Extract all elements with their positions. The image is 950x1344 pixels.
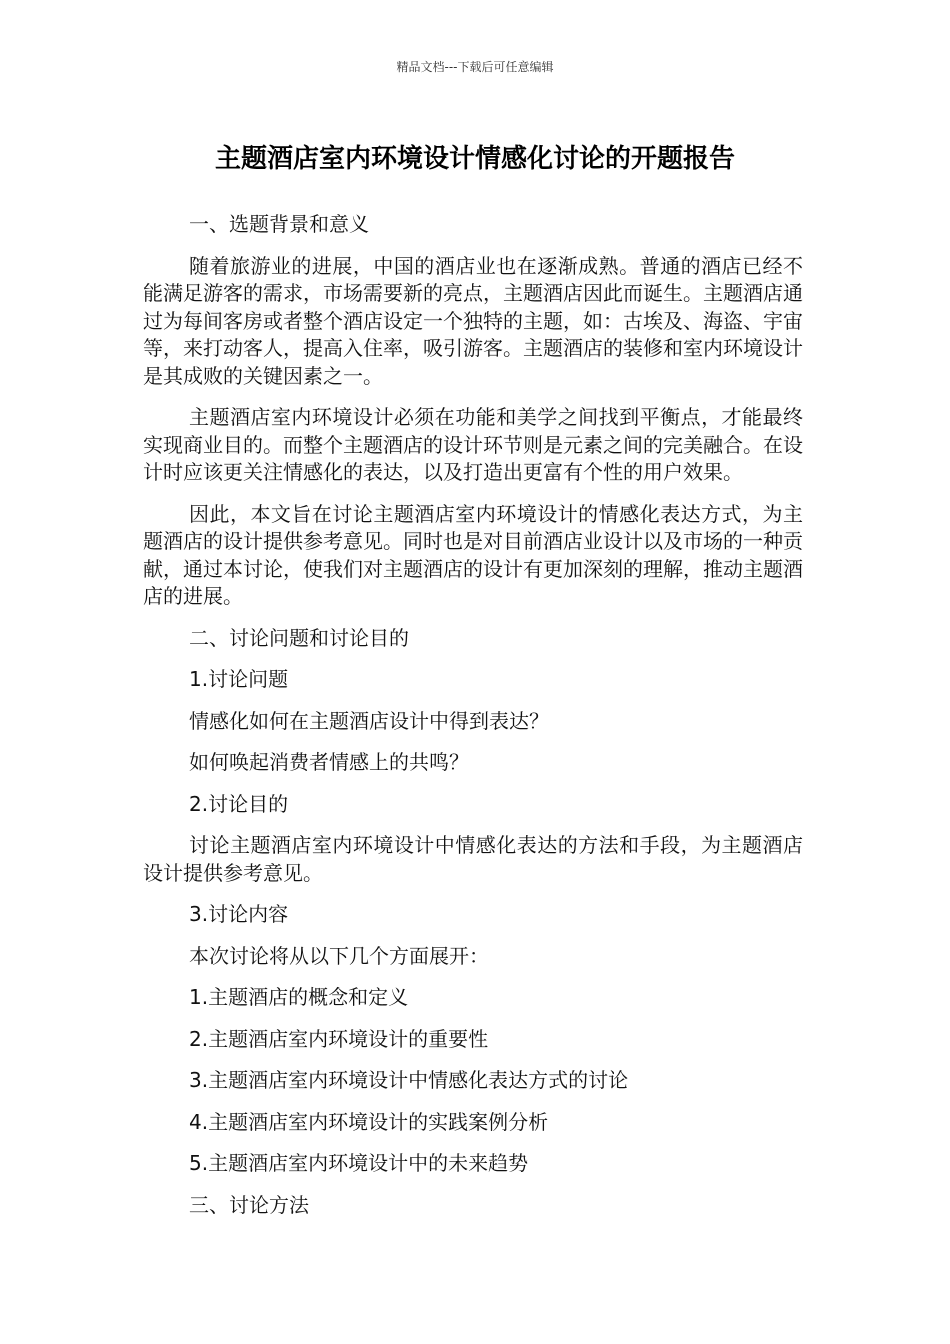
content-intro: 本次讨论将从以下几个方面展开： (189, 943, 489, 968)
topic-item: 1.主题酒店的概念和定义 (189, 985, 409, 1009)
topic-item: 5.主题酒店室内环境设计中的未来趋势 (189, 1151, 529, 1175)
subheading-goal: 2.讨论目的 (189, 791, 289, 816)
subheading-content: 3.讨论内容 (189, 902, 289, 926)
question-item-2: 如何唤起消费者情感上的共鸣？ (189, 750, 469, 774)
running-header: 精品文档---下载后可任意编辑 (396, 60, 554, 74)
section-heading-methods: 三、讨论方法 (189, 1192, 309, 1217)
topic-item: 4.主题酒店室内环境设计的实践案例分析 (189, 1109, 549, 1134)
goal-paragraph: 讨论主题酒店室内环境设计中情感化表达的方法和手段，为主题酒店设计提供参考意见。 (143, 833, 803, 885)
background-paragraph-1: 随着旅游业的进展，中国的酒店业也在逐渐成熟。普通的酒店已经不能满足游客的需求，市场需要新的亮点，主题酒店因此而诞生。主题酒店通过为每间客房或者整个酒店设定一个独特的主题，如：古埃及、海盗、宇宙等，来打动客人，提高入住率，吸引游客。主题酒店的装修和室内环境设计是其成败的关键因素之一。 (143, 253, 803, 388)
topic-item: 2.主题酒店室内环境设计的重要性 (189, 1026, 489, 1051)
document-title: 主题酒店室内环境设计情感化讨论的开题报告 (214, 144, 735, 174)
background-paragraph-2: 主题酒店室内环境设计必须在功能和美学之间找到平衡点，才能最终实现商业目的。而整个主题酒店的设计环节则是元素之间的完美融合。在设计时应该更关注情感化的表达，以及打造出更富有个性的用户效果。 (143, 405, 803, 484)
subheading-questions: 1.讨论问题 (189, 667, 289, 691)
topic-item: 3.主题酒店室内环境设计中情感化表达方式的讨论 (189, 1068, 629, 1092)
topic-list (143, 984, 803, 1178)
question-item-1: 情感化如何在主题酒店设计中得到表达？ (189, 708, 549, 733)
section-heading-background: 一、选题背景和意义 (189, 212, 369, 236)
background-paragraph-3: 因此，本文旨在讨论主题酒店室内环境设计的情感化表达方式，为主题酒店的设计提供参考意见。同时也是对目前酒店业设计以及市场的一种贡献，通过本讨论，使我们对主题酒店的设计有更加深刻的理解，推动主题酒店的进展。 (143, 501, 803, 608)
document-body (143, 211, 803, 1233)
section-heading-questions: 二、讨论问题和讨论目的 (189, 625, 409, 650)
